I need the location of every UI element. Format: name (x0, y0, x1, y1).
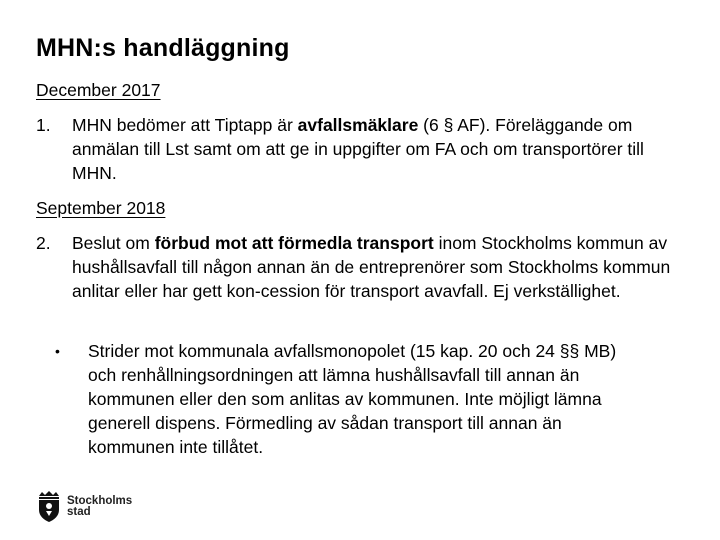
numbered-item-2 (36, 231, 680, 303)
logo-line-1: Stockholms (67, 495, 133, 507)
slide-title: MHN:s handläggning (36, 34, 290, 62)
bullet-text: Strider mot kommunala avfallsmonopolet (15 kap. 20 och 24 §§ MB) och renhållningsordningen att lämna hushållsavfall till annan än kommunen eller den som anlitas av kommunen. Inte möjligt lämna generell dispens. Förmedling av sådan transport till annan än kommunen inte tillåtet. (88, 341, 617, 457)
item-number: 2. (36, 233, 51, 253)
item-text-part: Beslut om (72, 233, 155, 253)
item-text (72, 231, 680, 303)
item-text (72, 113, 680, 185)
stockholms-stad-logo (36, 491, 132, 523)
item-text-part: MHN bedömer att Tiptapp är (72, 115, 298, 135)
item-text-part: inom Stockholms kommun av hushållsavfall till någon annan än de entreprenörer som Stockholms kommun anlitar eller har gett kon-cession för transport avavfall. Ej verkställighet. (72, 233, 671, 301)
section-heading-september-2018: September 2018 (36, 198, 166, 218)
crown-shield-icon (36, 491, 62, 523)
bullet-marker: • (55, 343, 60, 359)
bullet-item (55, 339, 620, 459)
logo-line-2: stad (67, 506, 91, 518)
numbered-item-1 (36, 113, 680, 185)
item-text-bold: avfallsmäklare (297, 115, 419, 135)
section-heading-december-2017: December 2017 (36, 80, 161, 100)
item-text-bold: förbud mot att förmedla transport (154, 233, 434, 253)
item-text-part: (6 § AF). Föreläggande om anmälan till Lst samt om att ge in uppgifter om FA och om transportörer till MHN. (72, 115, 644, 183)
logo-wordmark (67, 496, 132, 518)
item-number: 1. (36, 115, 51, 135)
